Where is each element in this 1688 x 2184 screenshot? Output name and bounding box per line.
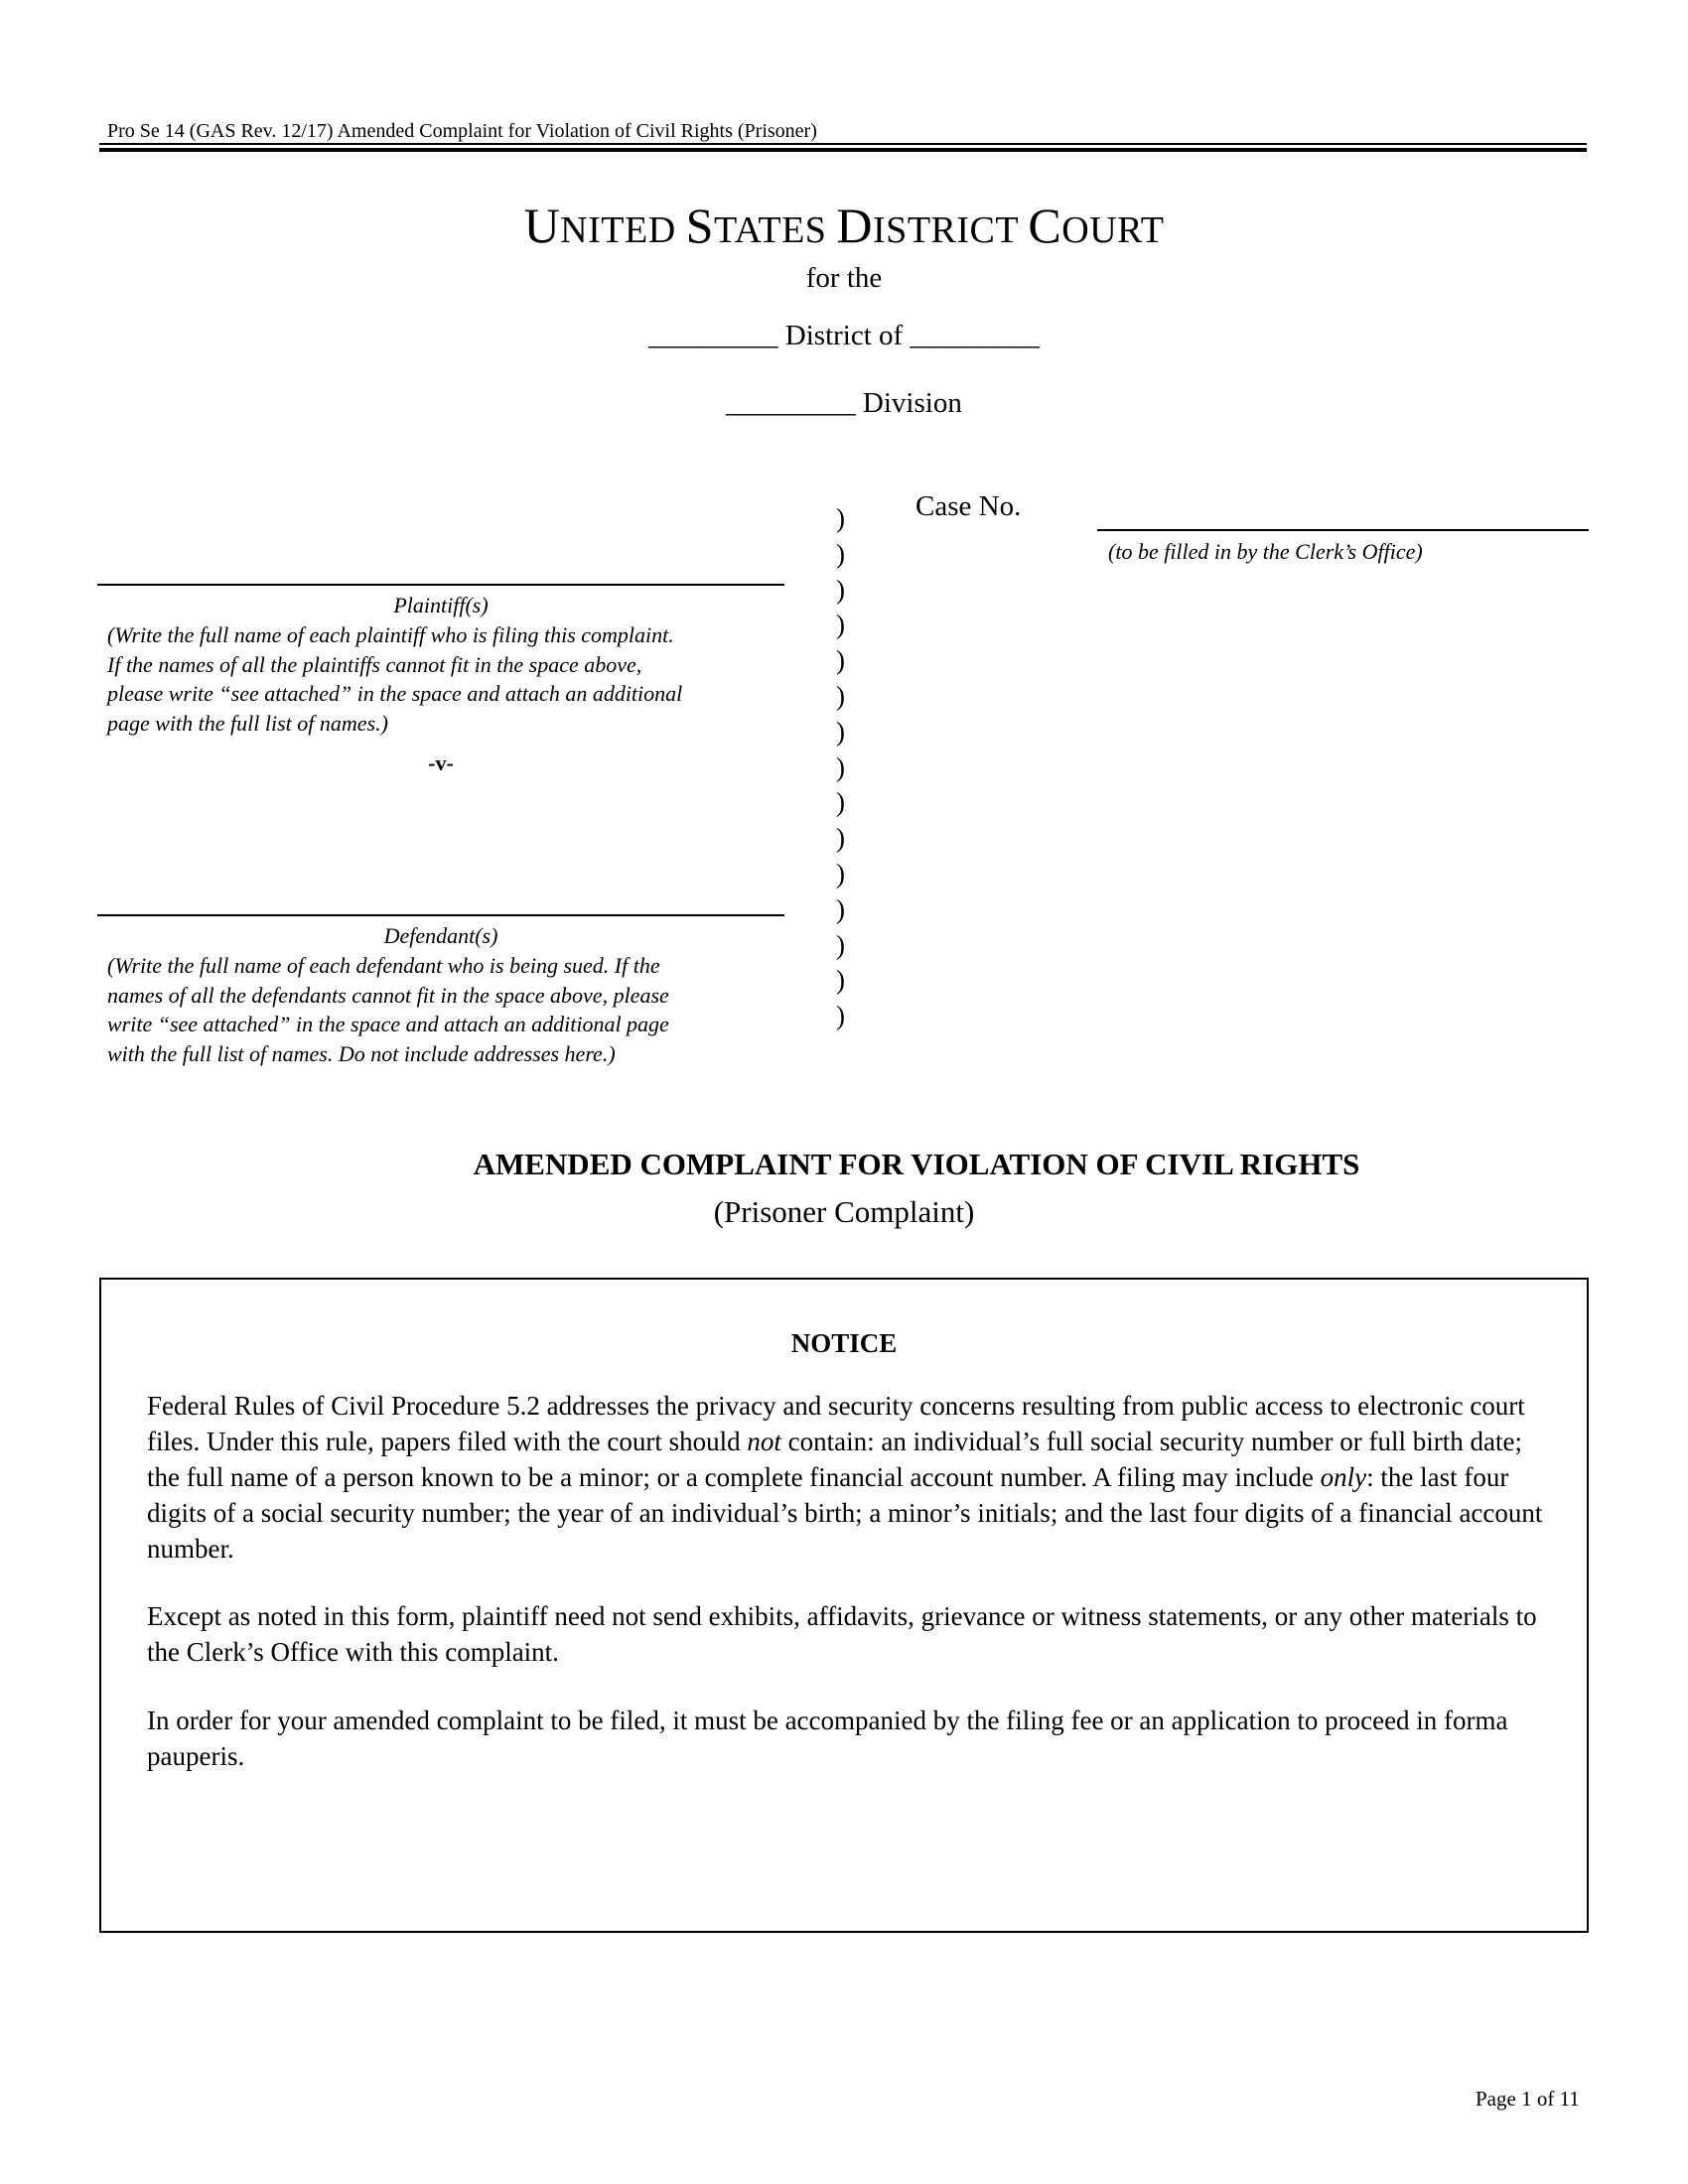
district-field-line[interactable]: _________ District of _________	[648, 320, 1040, 351]
notice-filing-fee-paragraph: In order for your amended complaint to be filed, it must be accompanied by the filing fee or an application to proceed in forma pauperis.	[147, 1706, 1508, 1771]
case-number-label: Case No.	[915, 490, 1022, 522]
complaint-title: AMENDED COMPLAINT FOR VIOLATION OF CIVIL RIGHTS	[473, 1147, 1360, 1181]
plaintiff-name-field[interactable]	[97, 584, 784, 586]
defendant-label: Defendant(s)	[383, 923, 498, 948]
page-number: Page 1 of 11	[1476, 2087, 1580, 2111]
caption-parentheses: ) ) ) ) ) ) ) ) ) ) ) ) ) ) )	[836, 503, 845, 1031]
division-field-line[interactable]: _________ Division	[726, 387, 962, 419]
plaintiff-instructions: (Write the full name of each plaintiff who is filing this complaint. If the names of all the plaintiffs cannot fit in the space above, please write “see attached” in the space and attach an additional page with the full list of names.)	[107, 622, 683, 736]
defendant-instructions: (Write the full name of each defendant who is being sued. If the names of all the defendants cannot fit in the space above, please write “see attached” in the space and attach an additional page with the full list of names. Do not include addresses here.)	[107, 953, 669, 1066]
clerk-office-note: (to be filled in by the Clerk’s Office)	[1108, 539, 1423, 564]
notice-privacy-paragraph: Federal Rules of Civil Procedure 5.2 addresses the privacy and security concerns resulting from public access to electronic court files. Under this rule, papers filed with the court should not contain: an individual’s full social security number or full birth date; the full name of a person known to be a minor; or a complete financial account number. A filing may include only: the last four digits of a social security number; the year of an individual’s birth; a minor’s initials; and the last four digits of a financial account number.	[147, 1391, 1543, 1564]
complaint-subtitle: (Prisoner Complaint)	[713, 1194, 975, 1229]
case-number-field[interactable]	[1097, 529, 1589, 531]
notice-exhibits-paragraph: Except as noted in this form, plaintiff need not send exhibits, affidavits, grievance or witness statements, or any other materials to the Clerk’s Office with this complaint.	[147, 1601, 1537, 1667]
defendant-name-field[interactable]	[97, 914, 784, 916]
versus-marker: -v-	[428, 751, 454, 775]
notice-title: NOTICE	[790, 1328, 898, 1358]
form-identifier: Pro Se 14 (GAS Rev. 12/17) Amended Complaint for Violation of Civil Rights (Prisoner)	[107, 120, 817, 142]
header-rule-thin	[99, 143, 1587, 145]
plaintiff-label: Plaintiff(s)	[393, 593, 489, 617]
for-the-text: for the	[805, 262, 883, 294]
court-title: UNITED STATES DISTRICT COURT	[523, 198, 1165, 253]
header-rule-thick	[99, 148, 1587, 152]
